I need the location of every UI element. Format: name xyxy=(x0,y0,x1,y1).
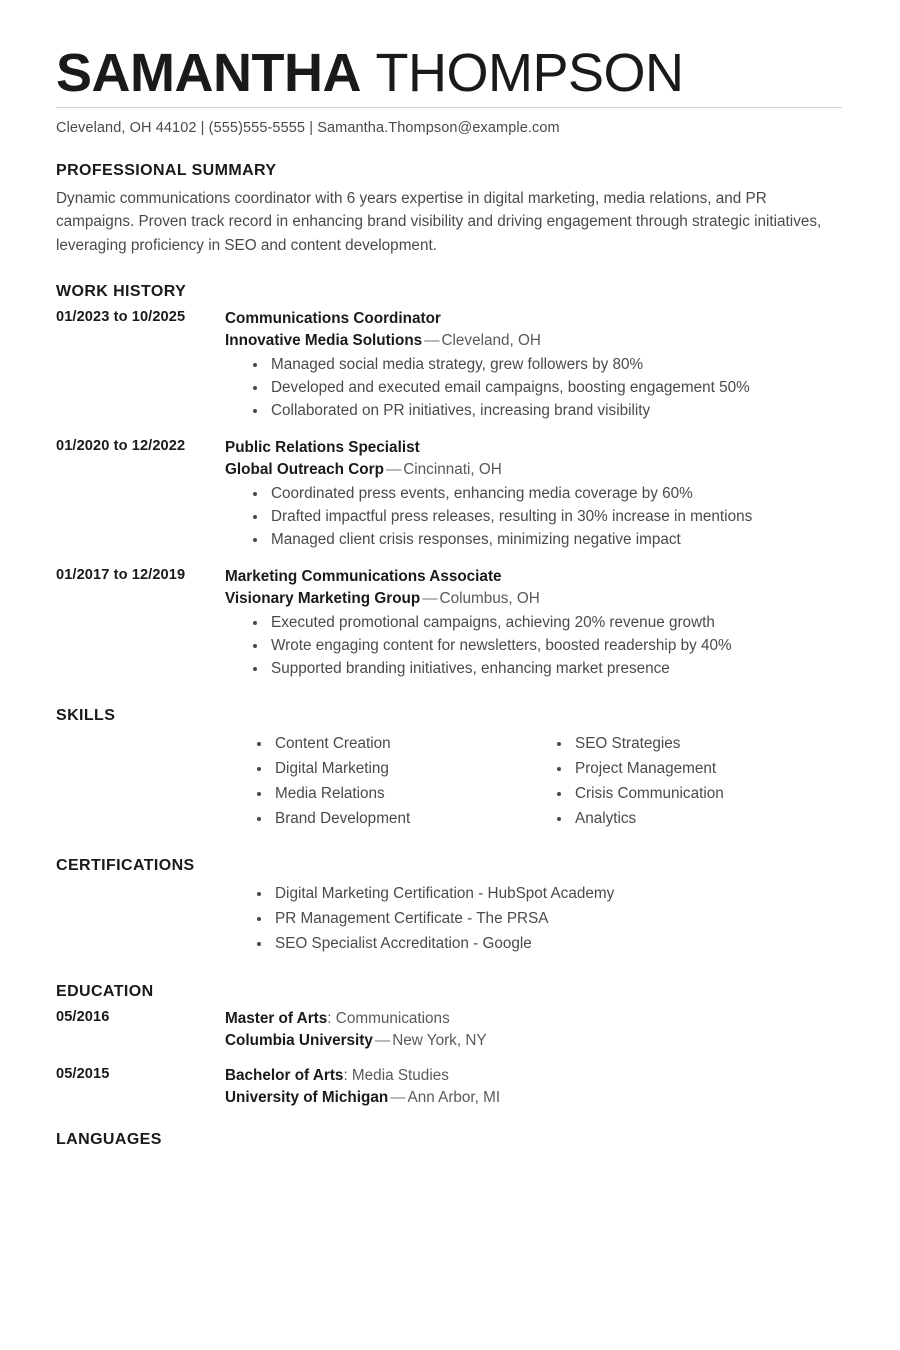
list-item: Content Creation xyxy=(253,732,525,757)
education-details xyxy=(225,1008,842,1052)
work-company: Visionary Marketing Group xyxy=(225,590,421,608)
list-item: Supported branding initiatives, enhancing market presence xyxy=(249,658,842,681)
list-item: PR Management Certificate - The PRSA xyxy=(253,907,842,932)
education-degree-line xyxy=(225,1065,842,1087)
work-details xyxy=(225,308,842,423)
section-title-skills: SKILLS xyxy=(56,707,116,725)
work-separator: — xyxy=(424,332,440,349)
work-dates: 01/2023 to 10/2025 xyxy=(56,308,186,325)
header-divider xyxy=(56,107,842,108)
education-details xyxy=(225,1065,842,1109)
education-school-line xyxy=(225,1030,842,1052)
work-job-title: Communications Coordinator xyxy=(225,309,441,327)
education-degree: Master of Arts xyxy=(225,1009,328,1027)
certifications-list xyxy=(225,882,842,956)
list-item: Digital Marketing xyxy=(253,757,525,782)
work-details xyxy=(225,437,842,552)
education-school: University of Michigan xyxy=(225,1089,389,1107)
section-title-education: EDUCATION xyxy=(56,982,154,1000)
education-entry xyxy=(56,1065,842,1109)
list-item: Wrote engaging content for newsletters, boosted readership by 40% xyxy=(249,635,842,658)
list-item: Crisis Communication xyxy=(553,782,825,807)
section-title-certifications: CERTIFICATIONS xyxy=(56,857,195,875)
first-name: SAMANTHA xyxy=(56,43,361,103)
list-item: Digital Marketing Certification - HubSpot Academy xyxy=(253,882,842,907)
list-item: Analytics xyxy=(553,807,825,832)
skills-block xyxy=(225,732,842,831)
section-title-languages: LANGUAGES xyxy=(56,1131,162,1149)
section-title-work-history: WORK HISTORY xyxy=(56,282,187,300)
list-item: Executed promotional campaigns, achieving 20% revenue growth xyxy=(249,612,842,635)
list-item: Managed client crisis responses, minimizing negative impact xyxy=(249,529,842,552)
skills-list-2 xyxy=(525,732,825,831)
list-item: Drafted impactful press releases, resulting in 30% increase in mentions xyxy=(249,506,842,529)
work-company-line xyxy=(225,459,842,481)
work-bullet-list xyxy=(225,354,842,423)
skills-grid xyxy=(225,732,842,831)
section-title-summary: PROFESSIONAL SUMMARY xyxy=(56,162,277,180)
page-title xyxy=(56,43,842,103)
work-company-line xyxy=(225,588,842,610)
work-job-title: Public Relations Specialist xyxy=(225,438,420,456)
list-item: Developed and executed email campaigns, boosting engagement 50% xyxy=(249,377,842,400)
work-entry xyxy=(56,566,842,681)
education-school: Columbia University xyxy=(225,1031,373,1049)
work-bullet-list xyxy=(225,483,842,552)
list-item: Brand Development xyxy=(253,807,525,832)
work-location: Columbus, OH xyxy=(439,590,540,608)
work-details xyxy=(225,566,842,681)
education-location: New York, NY xyxy=(392,1031,487,1049)
education-school-line xyxy=(225,1087,842,1109)
education-field: : Media Studies xyxy=(343,1067,449,1084)
work-location: Cleveland, OH xyxy=(441,332,541,349)
work-separator: — xyxy=(422,590,438,608)
skills-list-1 xyxy=(225,732,525,831)
summary-text: Dynamic communications coordinator with 6 years expertise in digital marketing, media relations, and PR campaigns. Proven track record in enhancing brand visibility and driving engagement through strategic initiatives, leveraging proficiency in SEO and content development. xyxy=(56,190,822,254)
education-degree-line xyxy=(225,1008,842,1030)
education-field: : Communications xyxy=(327,1009,450,1027)
list-item: SEO Specialist Accreditation - Google xyxy=(253,932,842,957)
work-company: Global Outreach Corp xyxy=(225,461,384,479)
education-date: 05/2016 xyxy=(56,1008,110,1025)
work-company: Innovative Media Solutions xyxy=(225,332,423,349)
education-location: Ann Arbor, MI xyxy=(407,1089,501,1107)
certifications-block xyxy=(225,882,842,956)
list-item: Coordinated press events, enhancing media coverage by 60% xyxy=(249,483,842,506)
work-separator: — xyxy=(385,461,402,479)
list-item: Collaborated on PR initiatives, increasing brand visibility xyxy=(249,400,842,423)
last-name: THOMPSON xyxy=(375,43,684,103)
list-item: SEO Strategies xyxy=(553,732,825,757)
education-date: 05/2015 xyxy=(56,1066,110,1082)
skills-column-1 xyxy=(225,732,525,831)
education-separator: — xyxy=(390,1089,406,1107)
list-item: Project Management xyxy=(553,757,825,782)
work-entry xyxy=(56,308,842,423)
list-item: Managed social media strategy, grew followers by 80% xyxy=(249,354,842,377)
education-degree: Bachelor of Arts xyxy=(225,1067,344,1084)
work-location: Cincinnati, OH xyxy=(403,461,502,479)
education-entry xyxy=(56,1008,842,1052)
work-dates: 01/2020 to 12/2022 xyxy=(56,437,186,454)
contact-line: Cleveland, OH 44102 | (555)555-5555 | Samantha.Thompson@example.com xyxy=(56,120,560,137)
work-dates: 01/2017 to 12/2019 xyxy=(56,567,186,584)
skills-column-2 xyxy=(525,732,825,831)
education-separator: — xyxy=(374,1031,391,1049)
work-company-line xyxy=(225,330,842,352)
work-entry xyxy=(56,437,842,552)
work-bullet-list xyxy=(225,612,842,681)
list-item: Media Relations xyxy=(253,782,525,807)
work-job-title: Marketing Communications Associate xyxy=(225,568,502,586)
